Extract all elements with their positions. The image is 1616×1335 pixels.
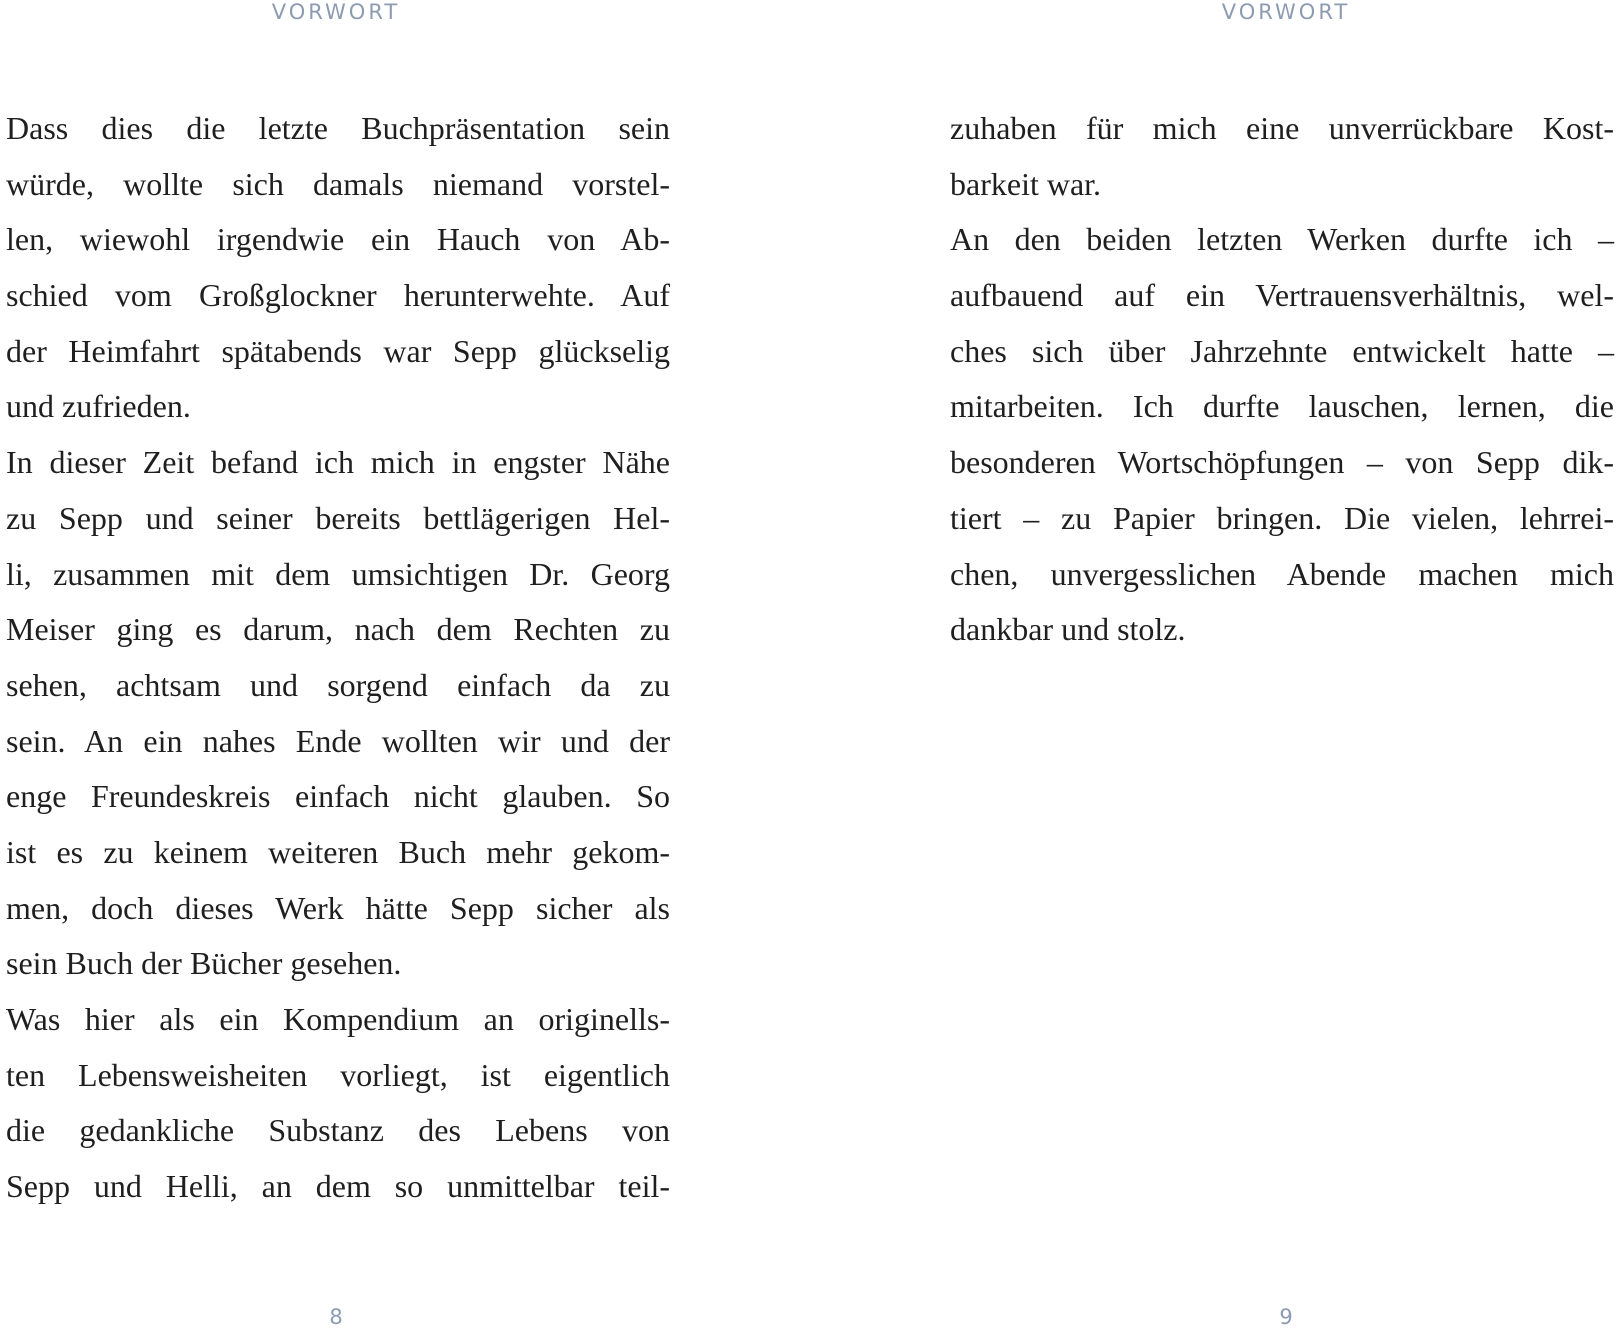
text-line: In dieser Zeit befand ich mich in engster Nähe [6, 444, 670, 481]
text-line: Sepp und Helli, an dem so unmittelbar teil- [6, 1168, 670, 1205]
page-number: 8 [329, 1305, 343, 1329]
text-line: Meiser ging es darum, nach dem Rechten zu [6, 611, 670, 648]
text-line: enge Freundeskreis einfach nicht glauben. So [6, 778, 670, 815]
text-line: ten Lebensweisheiten vorliegt, ist eigentlich [6, 1056, 670, 1093]
text-line: zu Sepp und seiner bereits bettlägerigen Hel- [6, 499, 670, 536]
body-text [950, 101, 1614, 658]
text-line: men, doch dieses Werk hätte Sepp sicher als [6, 889, 670, 926]
text-line: mitarbeiten. Ich durfte lauschen, lernen, die [950, 388, 1614, 425]
text-line: schied vom Großglockner herunterwehte. Auf [6, 277, 670, 314]
text-line: An den beiden letzten Werken durfte ich – [950, 221, 1614, 258]
text-line: dankbar und stolz. [950, 611, 1186, 648]
text-line: sein. An ein nahes Ende wollten wir und der [6, 722, 670, 759]
page-number: 9 [1279, 1305, 1293, 1329]
text-line: besonderen Wortschöpfungen – von Sepp dik- [950, 444, 1614, 481]
text-line: li, zusammen mit dem umsichtigen Dr. Georg [6, 555, 670, 592]
text-line: barkeit war. [950, 165, 1102, 202]
body-text [6, 101, 670, 1215]
text-line: Dass dies die letzte Buchpräsentation sein [6, 110, 670, 146]
right-page [808, 0, 1616, 1335]
text-line: len, wiewohl irgendwie ein Hauch von Ab- [6, 221, 670, 258]
text-line: sehen, achtsam und sorgend einfach da zu [6, 666, 670, 703]
text-line: würde, wollte sich damals niemand vorstel- [6, 165, 670, 202]
text-line: zuhaben für mich eine unverrückbare Kost- [950, 110, 1614, 146]
text-line: aufbauend auf ein Vertrauensverhältnis, wel- [950, 277, 1614, 314]
text-line: chen, unvergesslichen Abende machen mich [950, 555, 1614, 592]
text-line: sein Buch der Bücher gesehen. [6, 945, 402, 982]
text-line: die gedankliche Substanz des Lebens von [6, 1112, 670, 1149]
text-line: ches sich über Jahrzehnte entwickelt hatte – [950, 332, 1614, 369]
running-head: VORWORT [1221, 0, 1351, 24]
text-line: tiert – zu Papier bringen. Die vielen, lehrrei- [950, 499, 1614, 536]
text-line: und zufrieden. [6, 388, 191, 425]
running-head: VORWORT [271, 0, 401, 24]
text-line: Was hier als ein Kompendium an originells- [6, 1001, 670, 1037]
text-line: der Heimfahrt spätabends war Sepp glückselig [6, 332, 670, 369]
text-line: ist es zu keinem weiteren Buch mehr gekom- [6, 833, 670, 870]
